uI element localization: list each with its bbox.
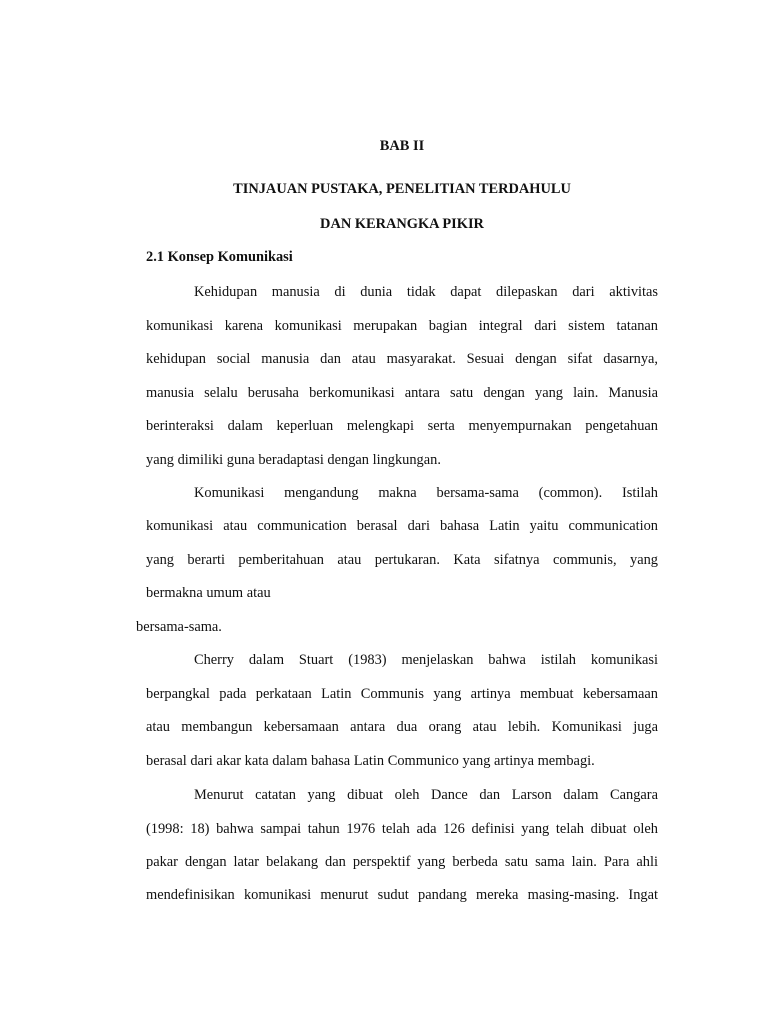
body-line: yang dimiliki guna beradaptasi dengan lingkungan.	[146, 452, 441, 468]
chapter-label: BAB II	[379, 138, 425, 154]
chapter-title-line-2: DAN KERANGKA PIKIR	[320, 216, 484, 232]
section-heading: 2.1 Konsep Komunikasi	[146, 249, 293, 265]
chapter-title-line-1: TINJAUAN PUSTAKA, PENELITIAN TERDAHULU	[233, 181, 571, 197]
body-line: komunikasi karena komunikasi merupakan bagian integral dari sistem tatanan	[146, 318, 658, 334]
body-line: berpangkal pada perkataan Latin Communis yang artinya membuat kebersamaan	[146, 686, 658, 702]
body-line: berinteraksi dalam keperluan melengkapi serta menyempurnakan pengetahuan	[146, 418, 658, 434]
body-line: yang berarti pemberitahuan atau pertukaran. Kata sifatnya communis, yang	[146, 552, 658, 568]
body-line: bermakna umum atau	[146, 585, 271, 601]
body-line: Menurut catatan yang dibuat oleh Dance dan Larson dalam Cangara	[194, 787, 658, 803]
body-line: atau membangun kebersamaan antara dua orang atau lebih. Komunikasi juga	[146, 719, 658, 735]
body-line: Cherry dalam Stuart (1983) menjelaskan bahwa istilah komunikasi	[194, 652, 658, 668]
body-line: mendefinisikan komunikasi menurut sudut pandang mereka masing-masing. Ingat	[146, 887, 658, 903]
body-line: (1998: 18) bahwa sampai tahun 1976 telah ada 126 definisi yang telah dibuat oleh	[146, 821, 658, 837]
body-line: bersama-sama.	[136, 619, 222, 635]
body-line: pakar dengan latar belakang dan perspektif yang berbeda satu sama lain. Para ahli	[146, 854, 658, 870]
body-line: berasal dari akar kata dalam bahasa Latin Communico yang artinya membagi.	[146, 753, 595, 769]
body-line: manusia selalu berusaha berkomunikasi antara satu dengan yang lain. Manusia	[146, 385, 658, 401]
body-line: Komunikasi mengandung makna bersama-sama (common). Istilah	[194, 485, 658, 501]
body-line: komunikasi atau communication berasal dari bahasa Latin yaitu communication	[146, 518, 658, 534]
body-line: kehidupan social manusia dan atau masyarakat. Sesuai dengan sifat dasarnya,	[146, 351, 658, 367]
body-line: Kehidupan manusia di dunia tidak dapat dilepaskan dari aktivitas	[194, 284, 658, 300]
